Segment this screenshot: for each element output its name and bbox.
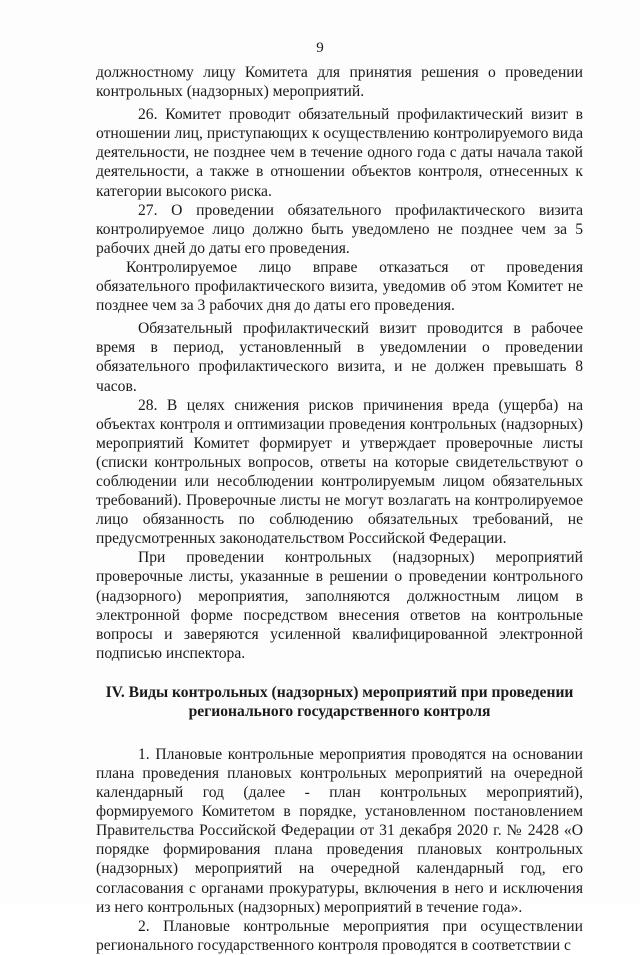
page-number: 9 bbox=[316, 40, 324, 56]
paragraph-28-checklists: При проведении контрольных (надзорных) мероприятий проверочные листы, указанные в решении о проведении контрольного (надзорного) мероприятия, заполняются должностным лицом в электронной форме посредством внесения ответов на контрольные вопросы и заверяются усиленной квалифицированной электронной подписью инспектора. bbox=[96, 549, 583, 662]
paragraph-27: 27. О проведении обязательного профилактического визита контролируемое лицо должно быть уведомлено не позднее чем за 5 рабочих дней до даты его проведения. bbox=[96, 201, 583, 257]
paragraph-26: 26. Комитет проводит обязательный профилактический визит в отношении лиц, приступающих к осуществлению контролируемого вида деятельности, не позднее чем в течение одного года с даты начала такой деятельности, а также в отношении объектов контроля, отнесенных к категории высокого риска. bbox=[96, 106, 583, 200]
document-body bbox=[96, 63, 583, 955]
paragraph-continuation: должностному лицу Комитета для принятия решения о проведении контрольных (надзорных) мероприятий. bbox=[96, 64, 583, 101]
paragraph-iv-2: 2. Плановые контрольные мероприятия при осуществлении регионального государственного контроля проводятся в соответствии с bbox=[96, 917, 583, 954]
section-heading bbox=[96, 683, 583, 722]
paragraph-27-refusal: Контролируемое лицо вправе отказаться от проведения обязательного профилактического визита, уведомив об этом Комитет не позднее чем за 3 рабочих дня до даты его проведения. bbox=[96, 258, 583, 315]
section-heading-line-1: IV. Виды контрольных (надзорных) мероприятий при проведении bbox=[105, 683, 574, 701]
paragraph-27-working-time: Обязательный профилактический визит проводится в рабочее время в период, установленный в уведомлении о проведении обязательного профилактического визита, и не должен превышать 8 часов. bbox=[96, 320, 583, 395]
section-heading-line-2: регионального государственного контроля bbox=[188, 703, 491, 721]
paragraph-iv-1: 1. Плановые контрольные мероприятия проводятся на основании плана проведения плановых контрольных мероприятий на очередной календарный год (далее - план контрольных мероприятий), формируемого Комитетом в порядке, установленном постановлением Правительства Российской Федерации от 31 декабря 2020 г. № 2428 «О порядке формирования плана проведения плановых контрольных (надзорных) мероприятий на очередной календарный год, его согласования с органами прокуратуры, включения в него и исключения из него контрольных (надзорных) мероприятий в течение года». bbox=[96, 745, 583, 916]
paragraph-28: 28. В целях снижения рисков причинения вреда (ущерба) на объектах контроля и оптимизации проведения контрольных (надзорных) мероприятий Комитет формирует и утверждает проверочные листы (списки контрольных вопросов, ответы на которые свидетельствуют о соблюдении или несоблюдении контролируемым лицом обязательных требований). Проверочные листы не могут возлагать на контролируемое лицо обязанность по соблюдению обязательных требований, не предусмотренных законодательством Российской Федерации. bbox=[96, 396, 583, 548]
